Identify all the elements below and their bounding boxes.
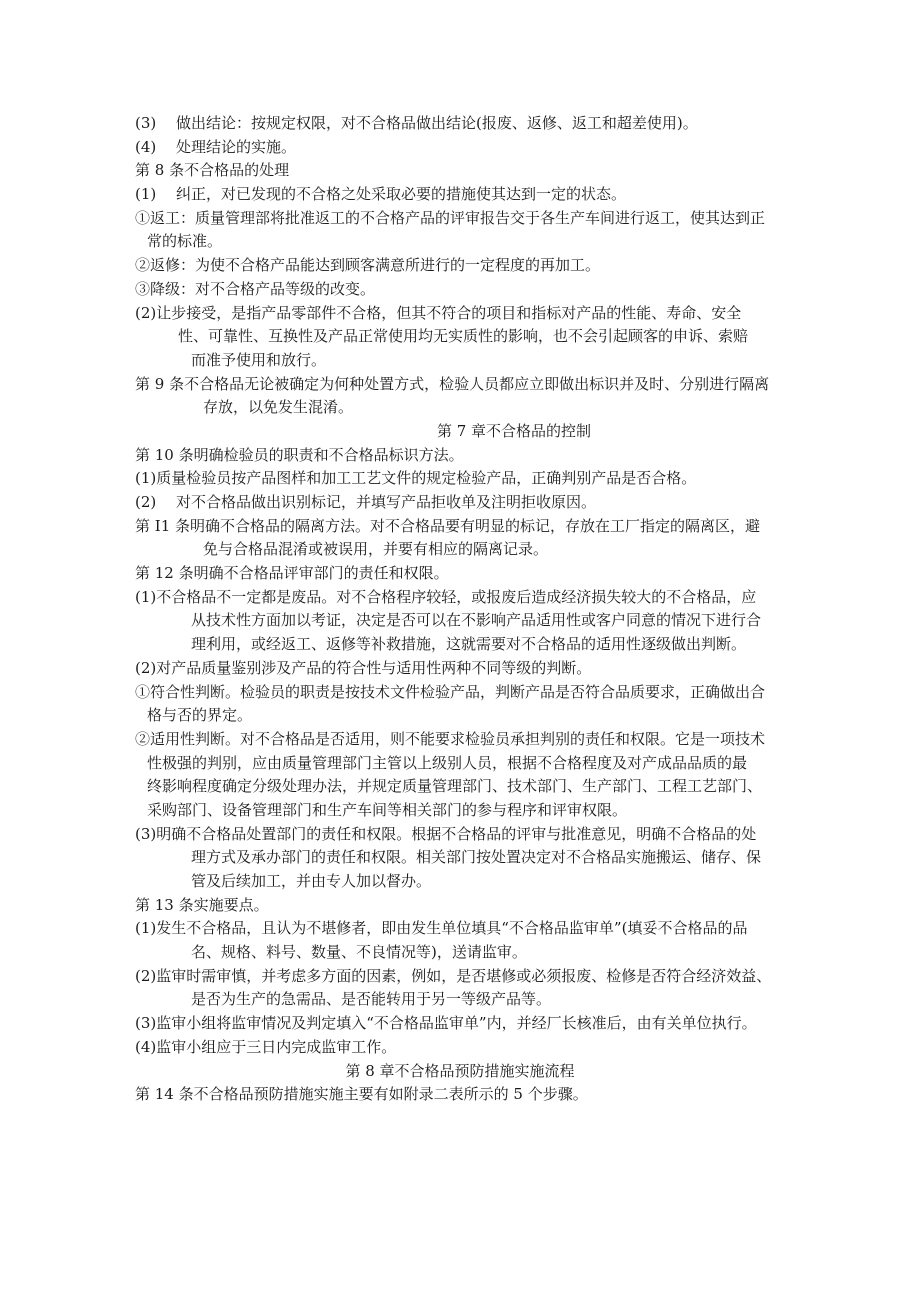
paragraph-line: (1)不合格品不一定都是废品。对不合格程序较轻，或报废后造成经济损失较大的不合格品，应 [135,587,757,606]
paragraph-line: (3)监审小组将监审情况及判定填入“不合格品监审单”内，并经厂长核准后，由有关单位执行。 [135,1014,757,1033]
article-heading: 第 12 条明确不合格品评审部门的责任和权限。 [135,564,449,583]
list-item: ②返修：为使不合格产品能达到顾客满意所进行的一定程度的再加工。 [135,256,601,275]
paragraph-line: (1)质量检验员按产品图样和加工工艺文件的规定检验产品，正确判别产品是否合格。 [135,469,697,488]
paragraph-continuation: 名、规格、料号、数量、不良情况等)，送请监审。 [191,943,527,962]
paragraph-line: (2)对产品质量鉴别涉及产品的符合性与适用性两种不同等级的判断。 [135,658,592,677]
paragraph-continuation: 从技术性方面加以考证，决定是否可以在不影响产品适用性或客户同意的情况下进行合 [191,611,762,630]
article-heading: 第 13 条实施要点。 [135,895,269,914]
paragraph-line: (4)监审小组应于三日内完成监审工作。 [135,1037,397,1056]
paragraph-line: (3) 做出结论：按规定权限，对不合格品做出结论(报废、返修、返工和超差使用)。 [135,114,698,132]
chapter-title: 第 7 章不合格品的控制 [436,421,592,440]
paragraph-continuation: 性极强的判别，应由质量管理部门主管以上级别人员，根据不合格程度及对产成品品质的最 [147,753,748,772]
paragraph-line: (3)明确不合格品处置部门的责任和权限。根据不合格品的评审与批准意见，明确不合格品的处 [135,824,757,843]
article-heading: 第 14 条不合格品预防措施实施主要有如附录二表所示的 5 个步骤。 [135,1085,588,1104]
paragraph-line: (1) 纠正，对已发现的不合格之处采取必要的措施使其达到一定的状态。 [135,185,627,204]
paragraph-line: (2)让步接受，是指产品零部件不合格，但其不符合的项目和指标对产品的性能、寿命、安全 [135,303,742,322]
paragraph-continuation: 理利用，或经返工、返修等补救措施，这就需要对不合格品的适用性逐级做出判断。 [191,635,747,654]
paragraph-continuation: 免与合格品混淆或被误用，并要有相应的隔离记录。 [203,540,549,559]
paragraph-line: (1)发生不合格品，且认为不堪修者，即由发生单位填具“不合格品监审单”(填妥不合格品的品 [135,919,748,938]
paragraph-continuation: 而准予使用和放行。 [191,350,327,369]
paragraph-continuation: 存放，以免发生混淆。 [203,398,354,417]
paragraph-continuation: 终影响程度确定分级处理办法，并规定质量管理部门、技术部门、生产部门、工程工艺部门、 [147,777,763,796]
paragraph-line: (4) 处理结论的实施。 [135,137,297,156]
chapter-title: 第 8 章不合格品预防措施实施流程 [345,1061,575,1080]
article-heading: 第 I1 条明确不合格品的隔离方法。对不合格品要有明显的标记，存放在工厂指定的隔离区，避 [135,516,761,535]
paragraph-continuation: 格与否的界定。 [147,706,253,725]
paragraph-continuation: 采购部门、设备管理部门和生产车间等相关部门的参与程序和评审权限。 [147,800,628,819]
paragraph-continuation: 常的标准。 [147,232,223,251]
article-heading: 第 10 条明确检验员的职责和不合格品标识方法。 [135,445,464,464]
document-body [0,112,920,1107]
list-item: ②适用性判断。对不合格品是否适用，则不能要求检验员承担判别的责任和权限。它是一项技术 [135,729,766,748]
list-item: ①返工：质量管理部将批准返工的不合格产品的评审报告交于各生产车间进行返工，使其达到正 [135,208,766,227]
paragraph-line: (2)监审时需审慎，并考虑多方面的因素，例如，是否堪修或必须报废、检修是否符合经济效益、 [135,966,772,985]
paragraph-line: (2) 对不合格品做出识别标记，并填写产品拒收单及注明拒收原因。 [135,493,597,511]
paragraph-continuation: 是否为生产的急需品、是否能转用于另一等级产品等。 [191,990,552,1009]
paragraph-continuation: 理方式及承办部门的责任和权限。相关部门按处置决定对不合格品实施搬运、储存、保 [191,848,762,867]
article-heading: 第 8 条不合格品的处理 [135,161,290,180]
paragraph-continuation: 性、可靠性、互换性及产品正常使用均无实质性的影响，也不会引起顾客的申诉、索赔 [178,327,749,346]
list-item: ③降级：对不合格产品等级的改变。 [135,279,376,298]
paragraph-continuation: 管及后续加工，并由专人加以督办。 [191,872,432,890]
article-heading: 第 9 条不合格品无论被确定为何种处置方式，检验人员都应立即做出标识并及时、分别进行隔离 [135,374,770,393]
list-item: ①符合性判断。检验员的职责是按技术文件检验产品，判断产品是否符合品质要求，正确做出合 [135,682,766,701]
